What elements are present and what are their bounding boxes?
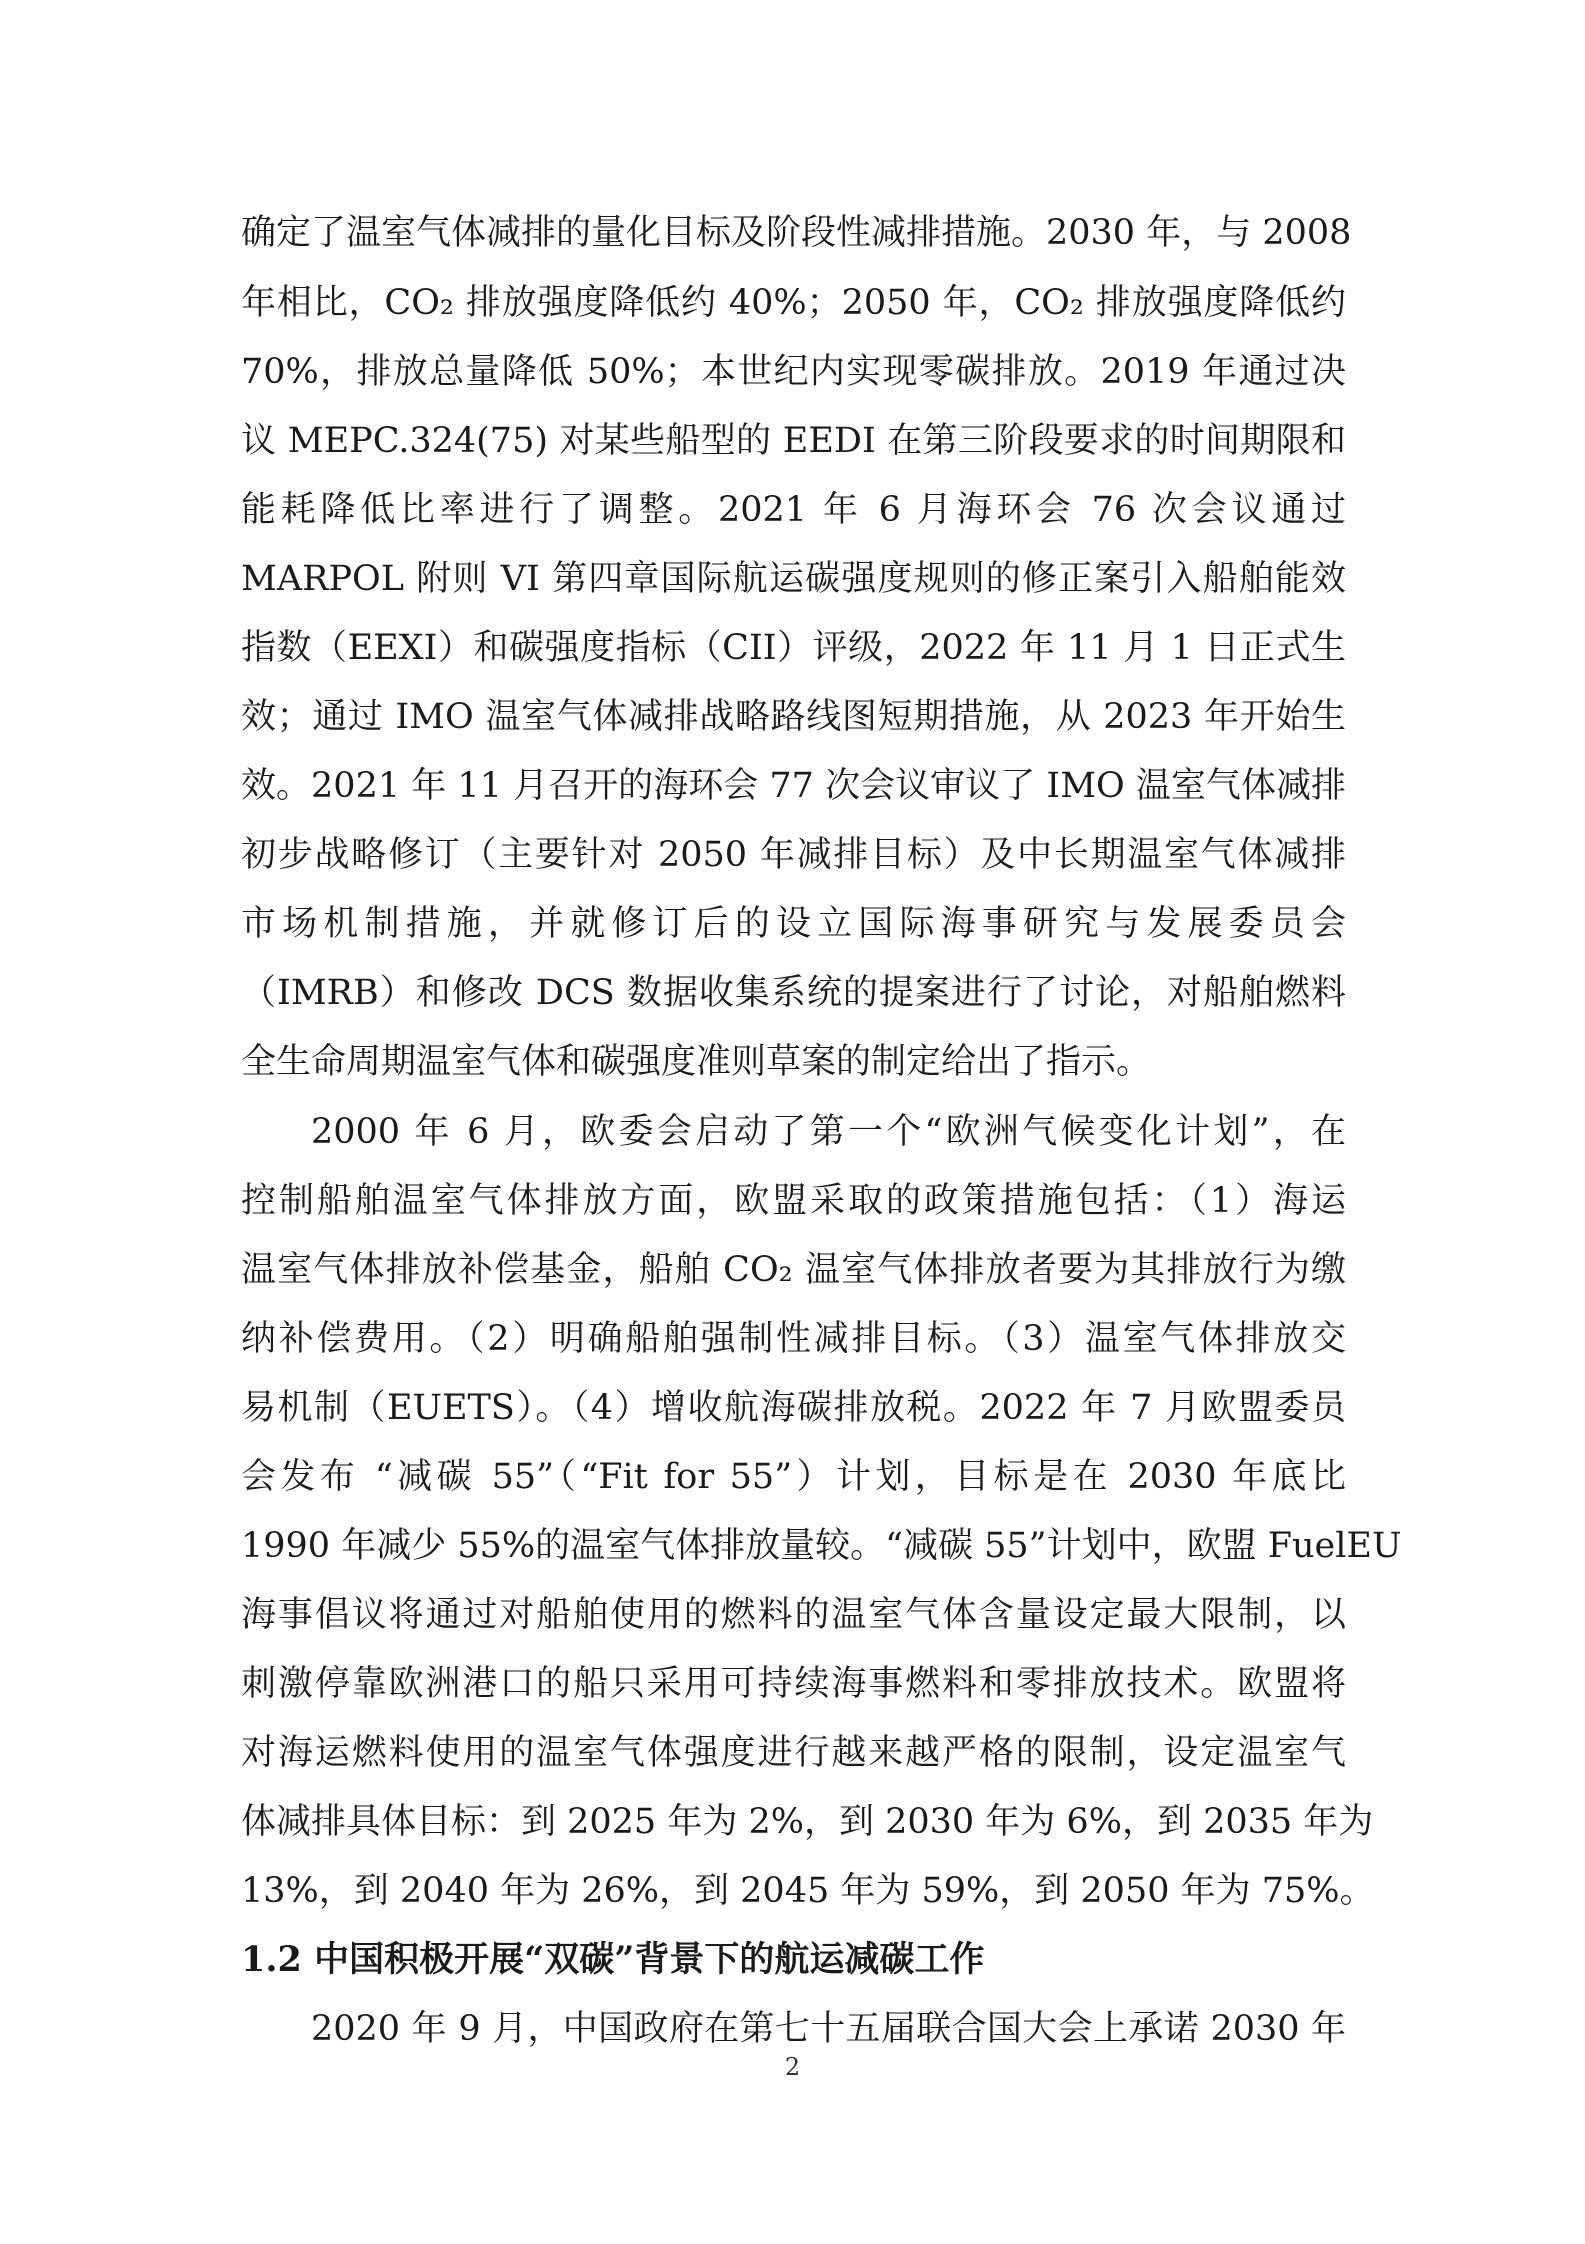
paragraph-line: MARPOL 附则 VI 第四章国际航运碳强度规则的修正案引入船舶能效 (241, 559, 1346, 599)
paragraph-line: 确定了温室气体减排的量化目标及阶段性减排措施。2030 年，与 2008 (241, 213, 1352, 253)
paragraph-line: 2020 年 9 月，中国政府在第七十五届联合国大会上承诺 2030 年 (311, 2009, 1346, 2049)
paragraph-line: 议 MEPC.324(75) 对某些船型的 EEDI 在第三阶段要求的时间期限和 (241, 421, 1346, 461)
paragraph-line: 体减排具体目标：到 2025 年为 2%，到 2030 年为 6%，到 2035 年为 (241, 1802, 1374, 1842)
paragraph-line: 1990 年减少 55%的温室气体排放量较。“减碳 55”计划中，欧盟 FuelEU (241, 1526, 1402, 1566)
paragraph-line: 全生命周期温室气体和碳强度准则草案的制定给出了指示。 (241, 1042, 1152, 1082)
paragraph-line: 13%，到 2040 年为 26%，到 2045 年为 59%，到 2050 年为 75%。 (241, 1871, 1375, 1911)
paragraph-line: 刺激停靠欧洲港口的船只采用可持续海事燃料和零排放技术。欧盟将 (241, 1664, 1346, 1704)
paragraph-line: （IMRB）和修改 DCS 数据收集系统的提案进行了讨论，对船舶燃料 (241, 973, 1346, 1013)
paragraph-line: 指数（EEXI）和碳强度指标（CII）评级，2022 年 11 月 1 日正式生 (241, 628, 1346, 668)
paragraph-line: 2000 年 6 月，欧委会启动了第一个“欧洲气候变化计划”，在 (311, 1112, 1346, 1152)
paragraph-line: 控制船舶温室气体排放方面，欧盟采取的政策措施包括：（1）海运 (241, 1181, 1346, 1221)
paragraph-line: 纳补偿费用。（2）明确船舶强制性减排目标。（3）温室气体排放交 (241, 1319, 1346, 1359)
section-heading: 1.2 中国积极开展“双碳”背景下的航运减碳工作 (241, 1939, 985, 1980)
paragraph-line: 会发布 “减碳 55”（“Fit for 55”）计划，目标是在 2030 年底比 (241, 1457, 1346, 1497)
paragraph-line: 市场机制措施，并就修订后的设立国际海事研究与发展委员会 (241, 904, 1346, 944)
page-number: 2 (784, 2053, 801, 2081)
paragraph-line: 海事倡议将通过对船舶使用的燃料的温室气体含量设定最大限制，以 (241, 1595, 1346, 1635)
paragraph-line: 年相比，CO₂ 排放强度降低约 40%；2050 年，CO₂ 排放强度降低约 (241, 283, 1346, 323)
paragraph-line: 70%，排放总量降低 50%；本世纪内实现零碳排放。2019 年通过决 (241, 352, 1346, 392)
paragraph-line: 效；通过 IMO 温室气体减排战略路线图短期措施，从 2023 年开始生 (241, 697, 1346, 737)
paragraph-line: 对海运燃料使用的温室气体强度进行越来越严格的限制，设定温室气 (241, 1733, 1346, 1773)
paragraph-line: 能耗降低比率进行了调整。2021 年 6 月海环会 76 次会议通过 (241, 490, 1346, 530)
paragraph-line: 效。2021 年 11 月召开的海环会 77 次会议审议了 IMO 温室气体减排 (241, 766, 1346, 806)
paragraph-line: 温室气体排放补偿基金，船舶 CO₂ 温室气体排放者要为其排放行为缴 (241, 1250, 1346, 1290)
paragraph-line: 初步战略修订（主要针对 2050 年减排目标）及中长期温室气体减排 (241, 835, 1346, 875)
paragraph-line: 易机制（EUETS）。（4）增收航海碳排放税。2022 年 7 月欧盟委员 (241, 1388, 1346, 1428)
